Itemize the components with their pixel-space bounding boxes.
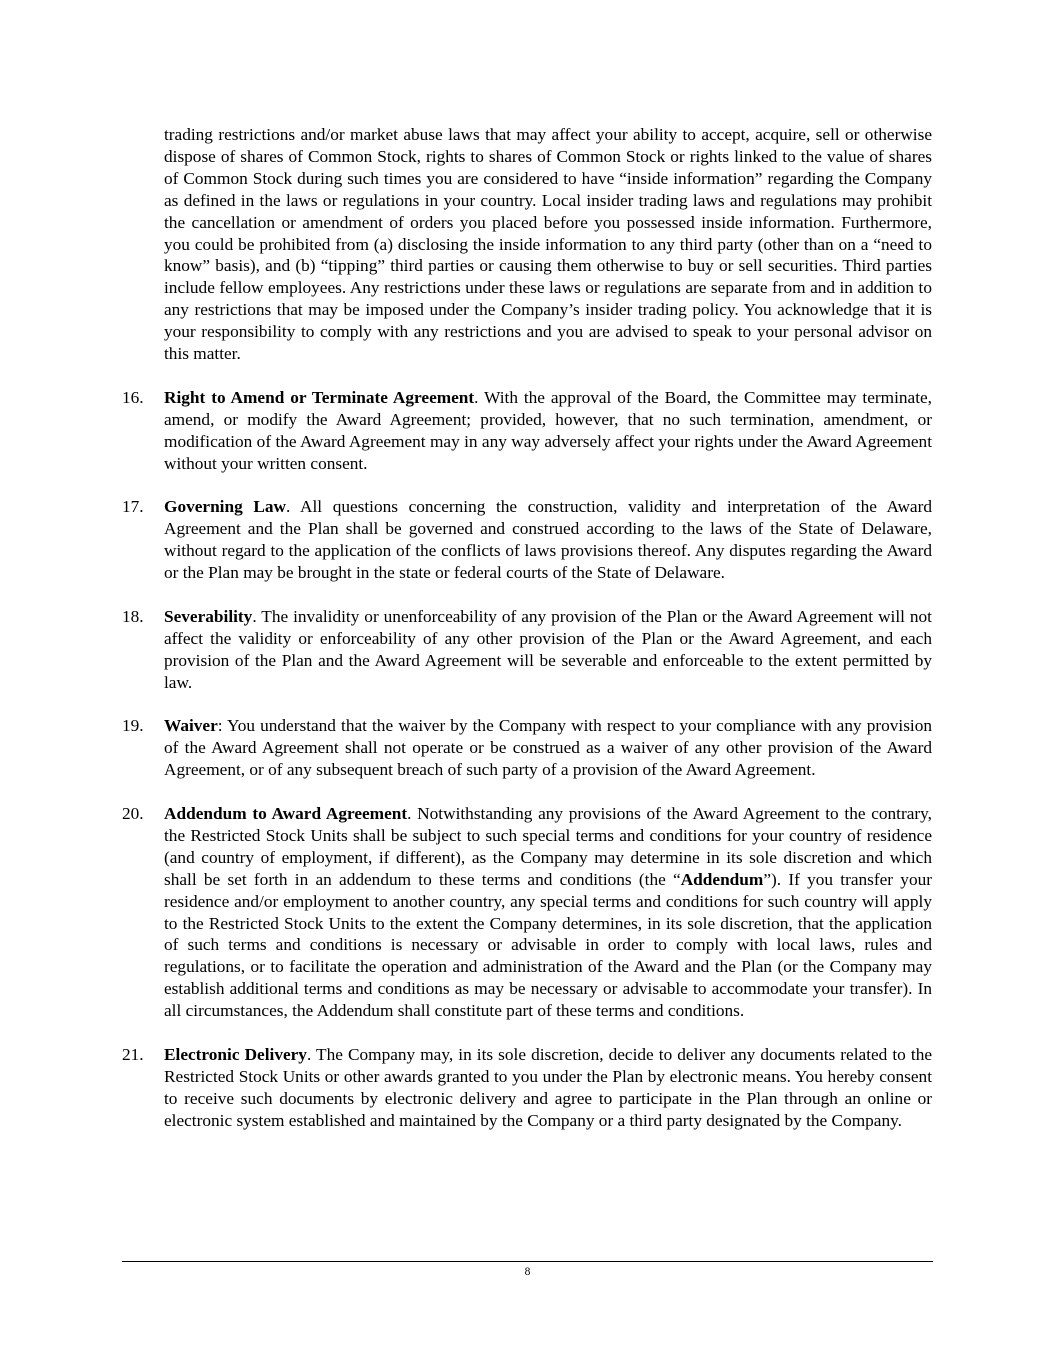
defined-term: Addendum: [680, 869, 764, 889]
section-19: [122, 715, 932, 781]
section-text: With the approval of the Board, the Committee may terminate, amend, or modify the Award Agreement; provided, however, that no such termination, amendment, or modification of the Award Agreement may in any way adversely affect your rights under the Award Agreement without your written consent.: [164, 387, 932, 473]
section-number: 21.: [122, 1044, 144, 1064]
section-title: Addendum to Award Agreement: [164, 804, 408, 824]
section-title-punct: .: [286, 497, 291, 517]
page-number: 8: [524, 1266, 531, 1278]
section-title-punct: :: [217, 716, 223, 736]
section-title: Waiver: [164, 716, 218, 736]
section-body: [164, 387, 932, 475]
section-number: 19.: [122, 716, 144, 736]
section-number: 20.: [122, 804, 144, 824]
section-body: [164, 606, 932, 694]
document-body: [122, 124, 932, 1132]
footer-divider: [122, 1261, 933, 1262]
section-number: 16.: [122, 387, 144, 407]
section-body: [164, 715, 932, 781]
section-20: [122, 803, 932, 1022]
section-title: Right to Amend or Terminate Agreement: [164, 387, 475, 407]
section-text: The invalidity or unenforceability of any provision of the Plan or the Award Agreement will not affect the validity or enforceability of any other provision of the Plan or the Award Agreement, and each provision of the Plan and the Award Agreement will be severable and enforceable to the extent permitted by law.: [164, 606, 932, 692]
section-text: You understand that the waiver by the Company with respect to your compliance with any provision of the Award Agreement shall not operate or be construed as a waiver of any other provision of the Award Agreement, or of any subsequent breach of such party of a provision of the Award Agreement.: [164, 716, 932, 780]
section-17: [122, 496, 932, 584]
section-number: 18.: [122, 606, 144, 626]
section-title-punct: .: [407, 804, 412, 824]
section-text: The Company may, in its sole discretion, decide to deliver any documents related to the Restricted Stock Units or other awards granted to you under the Plan by electronic means. You hereby consent to receive such documents by electronic delivery and agree to participate in the Plan through an online or electronic system established and maintained by the Company or a third party designated by the Company.: [164, 1044, 933, 1130]
section-title-punct: .: [252, 606, 257, 626]
section-text-continued: ”). If you transfer your residence and/or employment to another country, any special terms and conditions for such country will apply to the Restricted Stock Units to the extent the Company determines, in its sole discretion, that the application of such terms and conditions is necessary or advisable in order to comply with local laws, rules and regulations, or to facilitate the operation and administration of the Award and the Plan (or the Company may establish additional terms and conditions as may be necessary or advisable to accommodate your transfer). In all circumstances, the Addendum shall constitute part of these terms and conditions.: [164, 869, 932, 1021]
section-body: [164, 1044, 932, 1132]
section-title: Electronic Delivery: [164, 1044, 307, 1064]
section-title-punct: .: [306, 1044, 312, 1064]
section-18: [122, 606, 932, 694]
section-body: [164, 496, 932, 584]
section-16: [122, 387, 932, 475]
section-title-punct: .: [474, 387, 479, 407]
section-number: 17.: [122, 497, 144, 517]
section-21: [122, 1044, 932, 1132]
continuation-paragraph: trading restrictions and/or market abuse laws that may affect your ability to accept, acquire, sell or otherwise dispose of shares of Common Stock, rights to shares of Common Stock or rights linked to the value of shares of Common Stock during such times you are considered to have “inside information” regarding the Company as defined in the laws or regulations in your country. Local insider trading laws and regulations may prohibit the cancellation or amendment of orders you placed before you possessed inside information. Furthermore, you could be prohibited from (a) disclosing the inside information to any third party (other than on a “need to know” basis), and (b) “tipping” third parties or causing them otherwise to buy or sell securities. Third parties include fellow employees. Any restrictions under these laws or regulations are separate from and in addition to any restrictions that may be imposed under the Company’s insider trading policy. You acknowledge that it is your responsibility to comply with any restrictions and you are advised to speak to your personal advisor on this matter.: [164, 125, 932, 364]
section-title: Severability: [164, 606, 253, 626]
section-title: Governing Law: [164, 497, 286, 517]
section-text: Notwithstanding any provisions of the Award Agreement to the contrary, the Restricted Stock Units shall be subject to such special terms and conditions for your country of residence (and country of employment, if different), as the Company may determine in its sole discretion and which shall be set forth in an addendum to these terms and conditions (the “: [164, 804, 932, 889]
section-body: [164, 803, 932, 1022]
section-text: All questions concerning the construction, validity and interpretation of the Award Agreement and the Plan shall be governed and construed according to the laws of the State of Delaware, without regard to the application of the conflicts of laws provisions thereof. Any disputes regarding the Award or the Plan may be brought in the state or federal courts of the State of Delaware.: [164, 497, 932, 583]
